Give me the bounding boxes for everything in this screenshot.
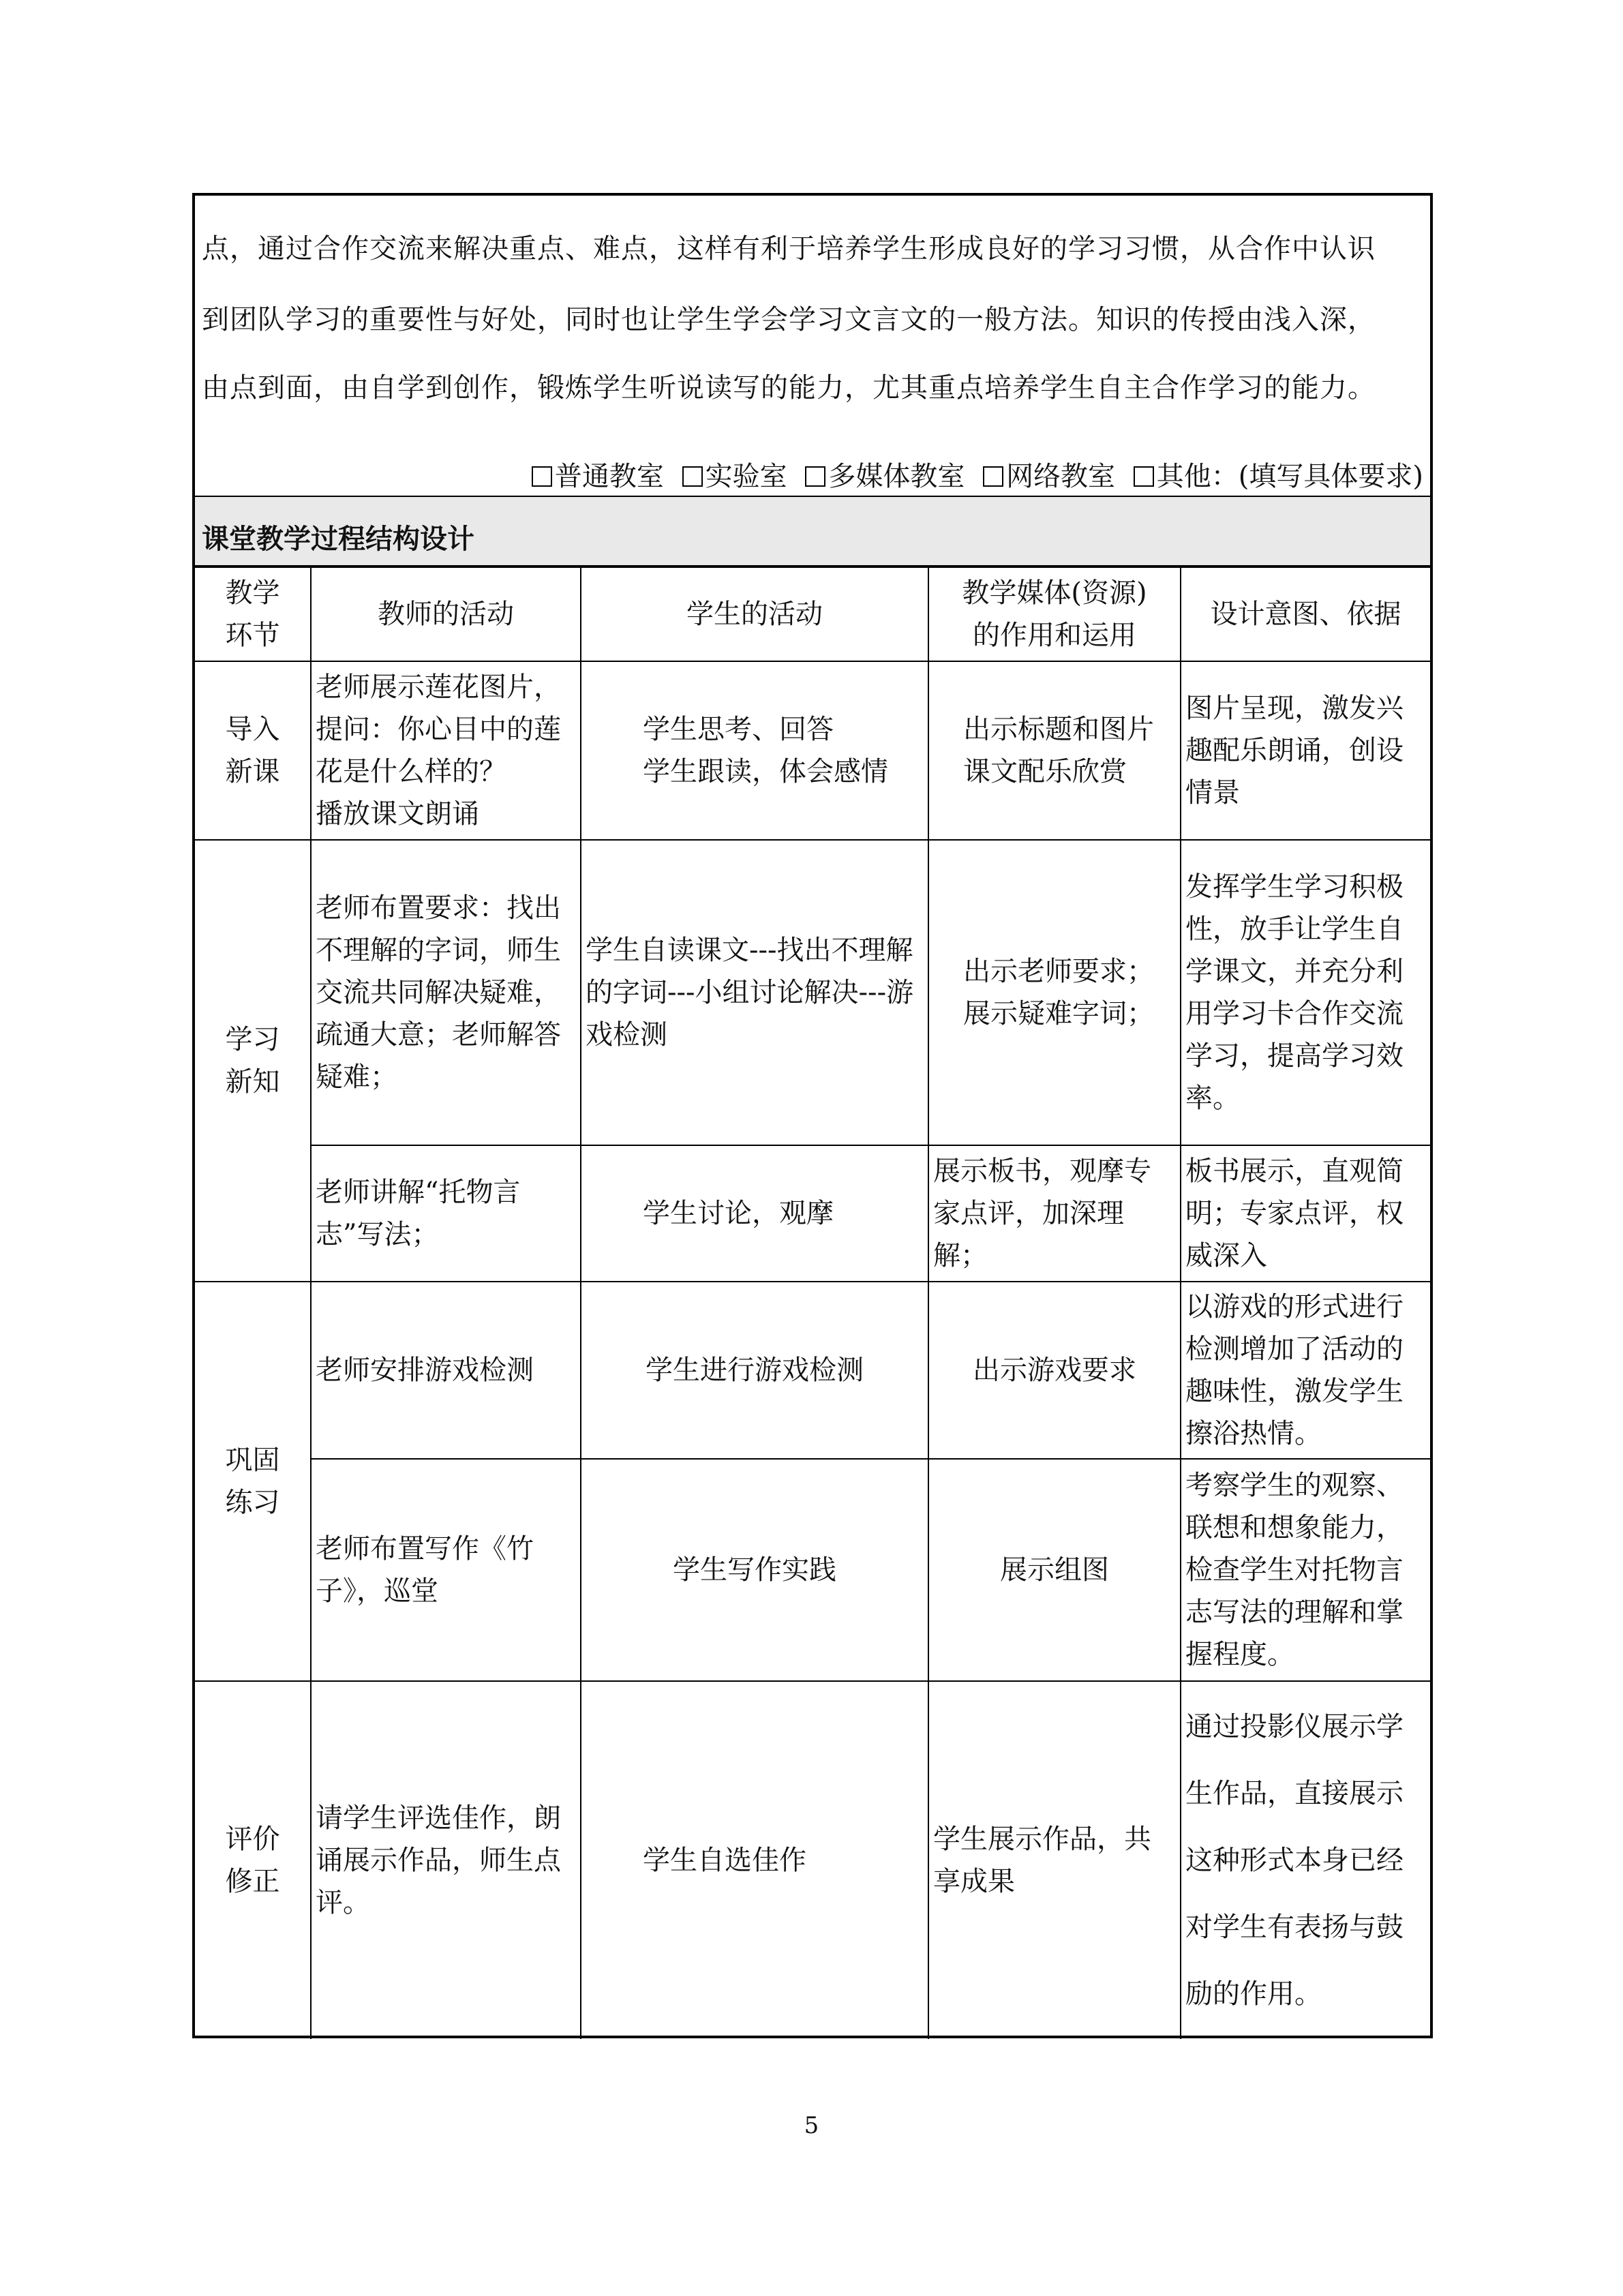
- intro-line-3: 由点到面，由自学到创作，锻炼学生听说读写的能力，尤其重点培养学生自主合作学习的能力。: [202, 372, 1376, 404]
- media-cell: 展示板书，观摩专家点评，加深理解；: [928, 1145, 1181, 1282]
- intro-paragraph: [195, 196, 1430, 496]
- header-teacher: 教师的活动: [311, 567, 581, 661]
- teacher-cell: 老师讲解“托物言志”写法；: [311, 1145, 581, 1282]
- section-title: 课堂教学过程结构设计: [202, 523, 474, 555]
- teacher-cell: 老师展示莲花图片，提问：你心目中的莲花是什么样的？ 播放课文朗诵: [311, 661, 581, 840]
- media-cell: 出示标题和图片 课文配乐欣赏: [928, 661, 1181, 840]
- intro-line-1: 点，通过合作交流来解决重点、难点，这样有利于培养学生形成良好的学习习惯，从合作中认识: [202, 233, 1376, 265]
- student-cell: 学生写作实践: [581, 1459, 928, 1681]
- stage-cell: 学习 新知: [195, 840, 311, 1282]
- header-student: 学生的活动: [581, 567, 928, 661]
- stage-cell: 导入 新课: [195, 661, 311, 840]
- header-intent: 设计意图、依据: [1181, 567, 1430, 661]
- teacher-cell: 请学生评选佳作，朗诵展示作品，师生点评。: [311, 1681, 581, 2039]
- venue-option-other[interactable]: 其他：(填写具体要求): [1134, 461, 1423, 492]
- table-header-row: [195, 567, 1430, 661]
- checkbox-icon: [532, 466, 552, 487]
- table-row: [195, 1459, 1430, 1681]
- intent-cell: 以游戏的形式进行检测增加了活动的趣味性，激发学生擦浴热情。: [1181, 1282, 1430, 1459]
- media-cell: 出示游戏要求: [928, 1282, 1181, 1459]
- checkbox-icon: [983, 466, 1003, 487]
- stage-cell: 巩固 练习: [195, 1282, 311, 1681]
- section-header: [195, 496, 1430, 567]
- stage-cell: 评价 修正: [195, 1681, 311, 2039]
- teacher-cell: 老师布置要求：找出不理解的字词，师生交流共同解决疑难，疏通大意；老师解答疑难；: [311, 840, 581, 1145]
- student-cell: 学生自选佳作: [581, 1681, 928, 2039]
- table-row: [195, 840, 1430, 1145]
- venue-option-lab[interactable]: 实验室: [682, 461, 787, 492]
- teacher-cell: 老师安排游戏检测: [311, 1282, 581, 1459]
- checkbox-icon: [805, 466, 825, 487]
- intent-cell: 发挥学生学习积极性，放手让学生自学课文，并充分利用学习卡合作交流学习，提高学习效率。: [1181, 840, 1430, 1145]
- venue-option-network[interactable]: 网络教室: [983, 461, 1115, 492]
- intent-cell: 通过投影仪展示学生作品，直接展示这种形式本身已经对学生有表扬与鼓励的作用。: [1181, 1681, 1430, 2039]
- intent-cell: 图片呈现，激发兴趣配乐朗诵，创设情景: [1181, 661, 1430, 840]
- checkbox-icon: [682, 466, 703, 487]
- student-cell: 学生讨论，观摩: [581, 1145, 928, 1282]
- venue-option-regular[interactable]: 普通教室: [532, 461, 664, 492]
- intent-cell: 板书展示，直观简明；专家点评，权威深入: [1181, 1145, 1430, 1282]
- media-cell: 学生展示作品，共享成果: [928, 1681, 1181, 2039]
- venue-option-multimedia[interactable]: 多媒体教室: [805, 461, 965, 492]
- teaching-process-table: [195, 567, 1430, 2039]
- header-stage: 教学 环节: [195, 567, 311, 661]
- checkbox-icon: [1134, 466, 1154, 487]
- table-row: [195, 1145, 1430, 1282]
- teacher-cell: 老师布置写作《竹子》，巡堂: [311, 1459, 581, 1681]
- venue-options: [522, 455, 1423, 494]
- intro-line-2: 到团队学习的重要性与好处，同时也让学生学会学习文言文的一般方法。知识的传授由浅入深，: [202, 304, 1376, 335]
- table-row: [195, 1282, 1430, 1459]
- intent-cell: 考察学生的观察、联想和想象能力，检查学生对托物言志写法的理解和掌握程度。: [1181, 1459, 1430, 1681]
- table-row: [195, 661, 1430, 840]
- header-media: 教学媒体(资源) 的作用和运用: [928, 567, 1181, 661]
- table-row: [195, 1681, 1430, 2039]
- media-cell: 展示组图: [928, 1459, 1181, 1681]
- page-number: 5: [804, 2112, 819, 2139]
- student-cell: 学生自读课文---找出不理解的字词---小组讨论解决---游戏检测: [581, 840, 928, 1145]
- student-cell: 学生进行游戏检测: [581, 1282, 928, 1459]
- lesson-plan-sheet: [192, 193, 1433, 2038]
- student-cell: 学生思考、回答 学生跟读，体会感情: [581, 661, 928, 840]
- media-cell: 出示老师要求； 展示疑难字词；: [928, 840, 1181, 1145]
